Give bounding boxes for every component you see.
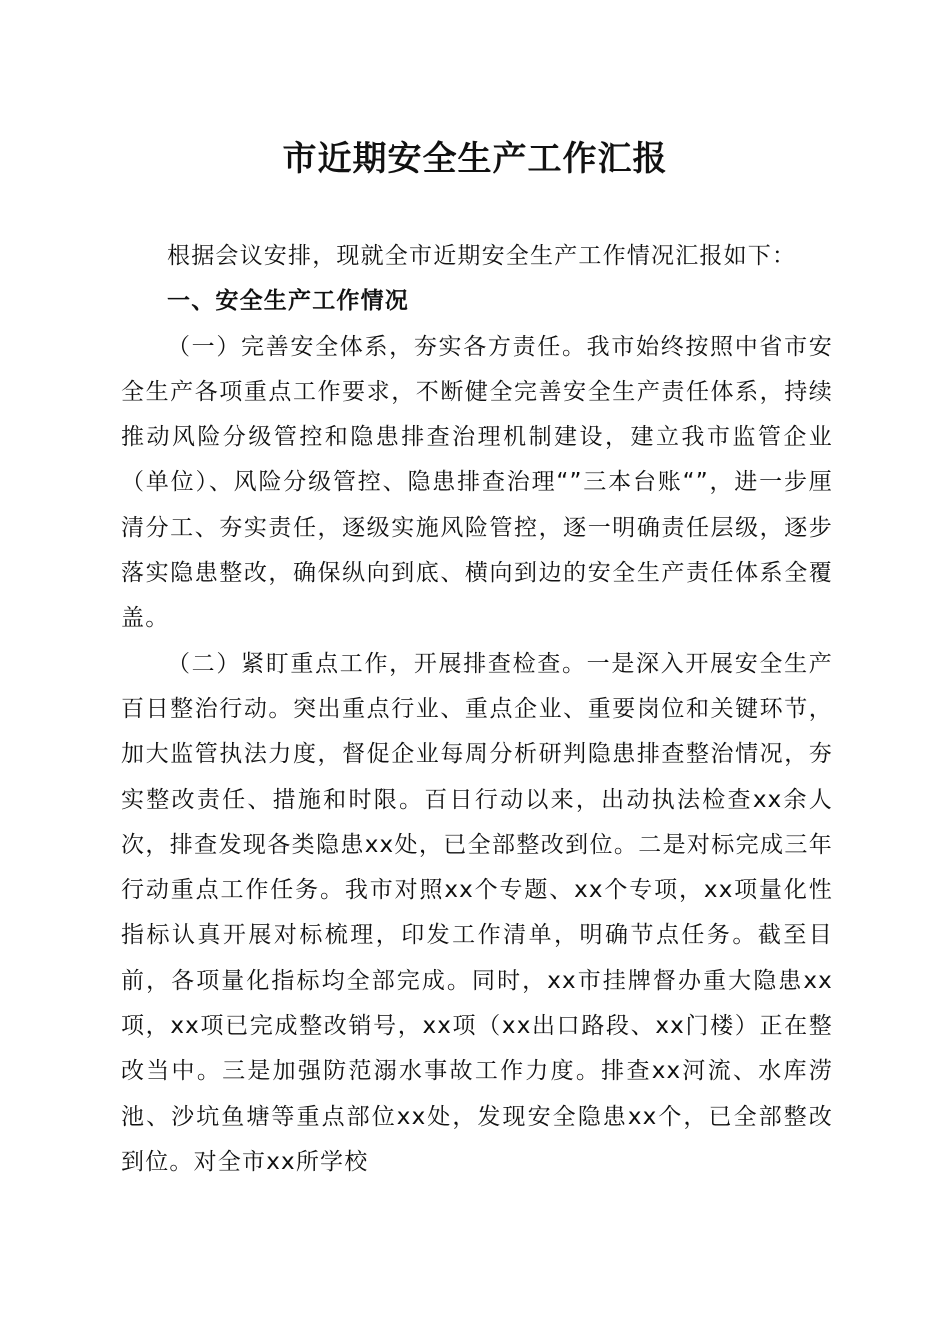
section-heading: 一、安全生产工作情况 <box>167 288 409 315</box>
document-body <box>121 234 833 1185</box>
paragraph-2 <box>121 642 833 1186</box>
paragraph-1 <box>121 325 833 642</box>
paragraph-2-text: 一是深入开展安全生产百日整治行动。突出重点行业、重点企业、重要岗位和关键环节，加大监管执法力度，督促企业每周分析研判隐患排查整治情况，夯实整改责任、措施和时限。百日行动以来，出动执法检查xx余人次，排查发现各类隐患xx处，已全部整改到位。二是对标完成三年行动重点工作任务。我市对照xx个专题、xx个专项，xx项量化性指标认真开展对标梳理，印发工作清单，明确节点任务。截至目前，各项量化指标均全部完成。同时，xx市挂牌督办重大隐患xx项，xx项已完成整改销号，xx项（xx出口路段、xx门楼）正在整改当中。三是加强防范溺水事故工作力度。排查xx河流、水库涝池、沙坑鱼塘等重点部位xx处，发现安全隐患xx个，已全部整改到位。对全市xx所学校 <box>121 650 833 1175</box>
document-title: 市近期安全生产工作汇报 <box>282 139 668 179</box>
paragraph-1-lead: （一）完善安全体系，夯实各方责任。 <box>167 333 587 360</box>
paragraph-2-lead: （二）紧盯重点工作，开展排查检查。 <box>167 650 587 677</box>
intro-paragraph: 根据会议安排，现就全市近期安全生产工作情况汇报如下： <box>167 243 797 269</box>
paragraph-1-text: 我市始终按照中省市安全生产各项重点工作要求，不断健全完善安全生产责任体系，持续推动风险分级管控和隐患排查治理机制建设，建立我市监管企业（单位）、风险分级管控、隐患排查治理“”三本台账“”，进一步厘清分工、夯实责任，逐级实施风险管控，逐一明确责任层级，逐步落实隐患整改，确保纵向到底、横向到边的安全生产责任体系全覆盖。 <box>121 333 833 632</box>
